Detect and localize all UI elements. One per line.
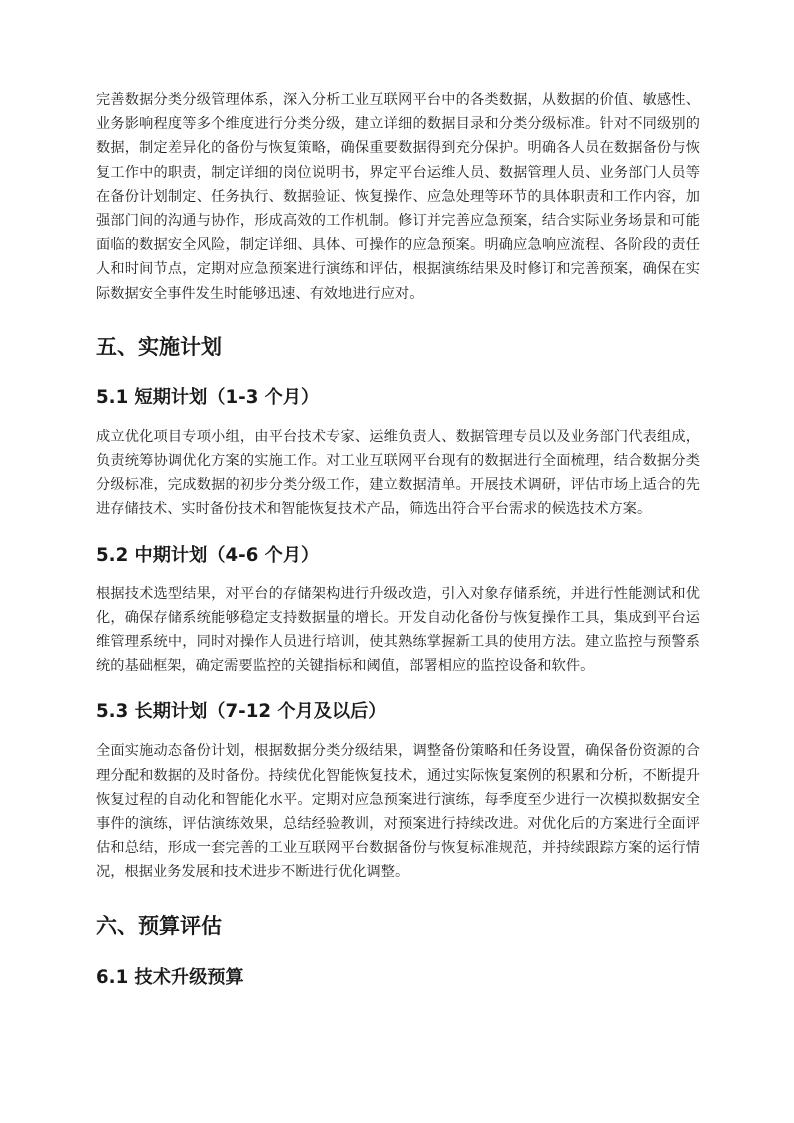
body-paragraph: 成立优化项目专项小组，由平台技术专家、运维负责人、数据管理专员以及业务部门代表组成，负责统筹协调优化方案的实施工作。对工业互联网平台现有的数据进行全面梳理，结合数据分类分级标准，完成数据的初步分类分级工作，建立数据清单。开展技术调研，评估市场上适合的先进存储技术、实时备份技术和智能恢复技术产品，筛选出符合平台需求的候选技术方案。 xyxy=(96,428,700,518)
section-heading-implementation-plan: 五、实施计划 xyxy=(96,334,222,359)
subsection-heading-short-term-plan: 5.1 短期计划（1-3 个月） xyxy=(96,386,320,408)
body-paragraph: 完善数据分类分级管理体系，深入分析工业互联网平台中的各类数据，从数据的价值、敏感性、业务影响程度等多个维度进行分类分级，建立详细的数据目录和分类分级标准。针对不同级别的数据，制定差异化的备份与恢复策略，确保重要数据得到充分保护。明确各人员在数据备份与恢复工作中的职责，制定详细的岗位说明书，界定平台运维人员、数据管理人员、业务部门人员等在备份计划制定、任务执行、数据验证、恢复操作、应急处理等环节的具体职责和工作内容，加强部门间的沟通与协作，形成高效的工作机制。修订并完善应急预案，结合实际业务场景和可能面临的数据安全风险，制定详细、具体、可操作的应急预案。明确应急响应流程、各阶段的责任人和时间节点，定期对应急预案进行演练和评估，根据演练结果及时修订和完善预案，确保在实际数据安全事件发生时能够迅速、有效地进行应对。 xyxy=(96,92,700,302)
document-page xyxy=(96,88,700,992)
subsection-heading-tech-upgrade-budget: 6.1 技术升级预算 xyxy=(96,966,244,988)
body-paragraph: 根据技术选型结果，对平台的存储架构进行升级改造，引入对象存储系统，并进行性能测试和优化，确保存储系统能够稳定支持数据量的增长。开发自动化备份与恢复操作工具，集成到平台运维管理系统中，同时对操作人员进行培训，使其熟练掌握新工具的使用方法。建立监控与预警系统的基础框架，确定需要监控的关键指标和阈值，部署相应的监控设备和软件。 xyxy=(96,585,700,675)
subsection-heading-mid-term-plan: 5.2 中期计划（4-6 个月） xyxy=(96,544,320,566)
subsection-heading-long-term-plan: 5.3 长期计划（7-12 个月及以后） xyxy=(96,701,387,723)
body-paragraph: 全面实施动态备份计划，根据数据分类分级结果，调整备份策略和任务设置，确保备份资源的合理分配和数据的及时备份。持续优化智能恢复技术，通过实际恢复案例的积累和分析，不断提升恢复过程的自动化和智能化水平。定期对应急预案进行演练，每季度至少进行一次模拟数据安全事件的演练，评估演练效果，总结经验教训，对预案进行持续改进。对优化后的方案进行全面评估和总结，形成一套完善的工业互联网平台数据备份与恢复标准规范，并持续跟踪方案的运行情况，根据业务发展和技术进步不断进行优化调整。 xyxy=(96,743,700,881)
section-heading-budget-assessment: 六、预算评估 xyxy=(96,913,222,938)
